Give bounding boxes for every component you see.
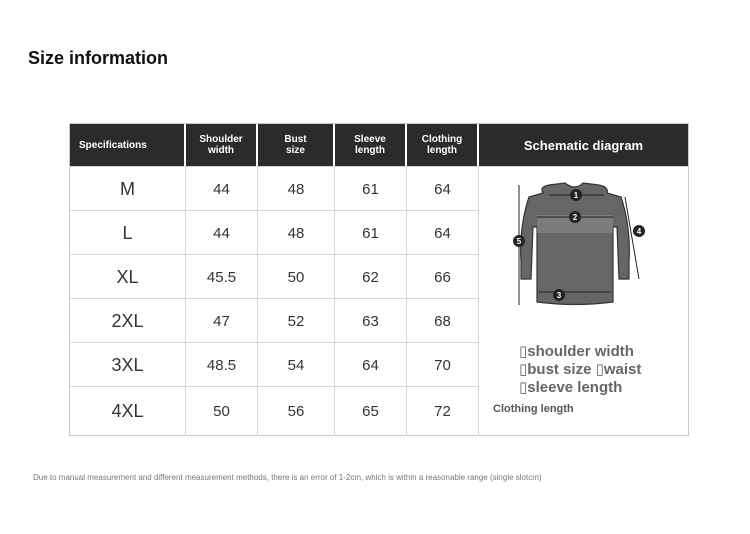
shoulder-cell: 44 xyxy=(186,211,258,255)
shoulder-cell: 48.5 xyxy=(186,343,258,387)
marker-2-label: 2 xyxy=(572,213,578,222)
measurement-note: Due to manual measurement and different measurement methods, there is an error of 1-2cm, which is within a reasonable range (single slotcm) xyxy=(33,473,542,482)
shoulder-cell: 47 xyxy=(186,299,258,343)
sweater-diagram xyxy=(479,167,689,327)
sleeve-cell: 65 xyxy=(335,387,407,436)
schematic-panel xyxy=(478,166,689,436)
length-cell: 70 xyxy=(434,356,451,374)
size-cell: M xyxy=(70,167,186,211)
size-cell: 4XL xyxy=(70,387,186,436)
bust-cell: 50 xyxy=(258,255,335,299)
marker-3-label: 3 xyxy=(556,291,562,300)
legend-shoulder-width: ▯shoulder width xyxy=(519,343,634,360)
table-row xyxy=(70,166,478,211)
bust-cell: 56 xyxy=(258,387,335,436)
bust-cell: 48 xyxy=(258,167,335,211)
sleeve-cell: 63 xyxy=(335,299,407,343)
length-cell: 64 xyxy=(434,180,451,198)
length-cell: 72 xyxy=(434,403,451,420)
legend-sleeve-length: ▯sleeve length xyxy=(519,379,623,396)
sleeve-cell: 62 xyxy=(335,255,407,299)
header-shoulder-width: Shoulder width xyxy=(186,124,258,166)
size-cell: L xyxy=(70,211,186,255)
length-cell: 66 xyxy=(434,268,451,286)
bust-cell: 48 xyxy=(258,211,335,255)
sleeve-cell: 64 xyxy=(335,343,407,387)
table-row xyxy=(70,342,478,387)
legend-bust-waist: ▯bust size ▯waist xyxy=(519,361,642,378)
shoulder-cell: 45.5 xyxy=(186,255,258,299)
size-cell: 2XL xyxy=(70,299,186,343)
marker-4-label: 4 xyxy=(636,227,642,236)
header-schematic-diagram: Schematic diagram xyxy=(479,124,688,166)
bust-cell: 52 xyxy=(258,299,335,343)
length-cell: 64 xyxy=(434,224,451,242)
size-table xyxy=(69,123,689,436)
length-cell: 68 xyxy=(434,312,451,330)
sleeve-cell: 61 xyxy=(335,167,407,211)
table-row xyxy=(70,254,478,299)
size-cell: XL xyxy=(70,255,186,299)
header-sleeve-length: Sleeve length xyxy=(335,124,407,166)
shoulder-cell: 50 xyxy=(186,387,258,436)
shoulder-cell: 44 xyxy=(186,167,258,211)
header-specifications: Specifications xyxy=(70,124,186,166)
legend-clothing-length: Clothing length xyxy=(493,403,574,415)
page-title: Size information xyxy=(28,48,169,68)
table-row xyxy=(70,298,478,343)
marker-1-label: 1 xyxy=(573,191,579,200)
table-row xyxy=(70,386,478,436)
header-bust-size: Bust size xyxy=(258,124,335,166)
header-clothing-length: Clothing length xyxy=(407,124,479,166)
marker-5-label: 5 xyxy=(516,237,522,246)
table-row xyxy=(70,210,478,255)
sleeve-cell: 61 xyxy=(335,211,407,255)
size-cell: 3XL xyxy=(70,343,186,387)
bust-cell: 54 xyxy=(258,343,335,387)
